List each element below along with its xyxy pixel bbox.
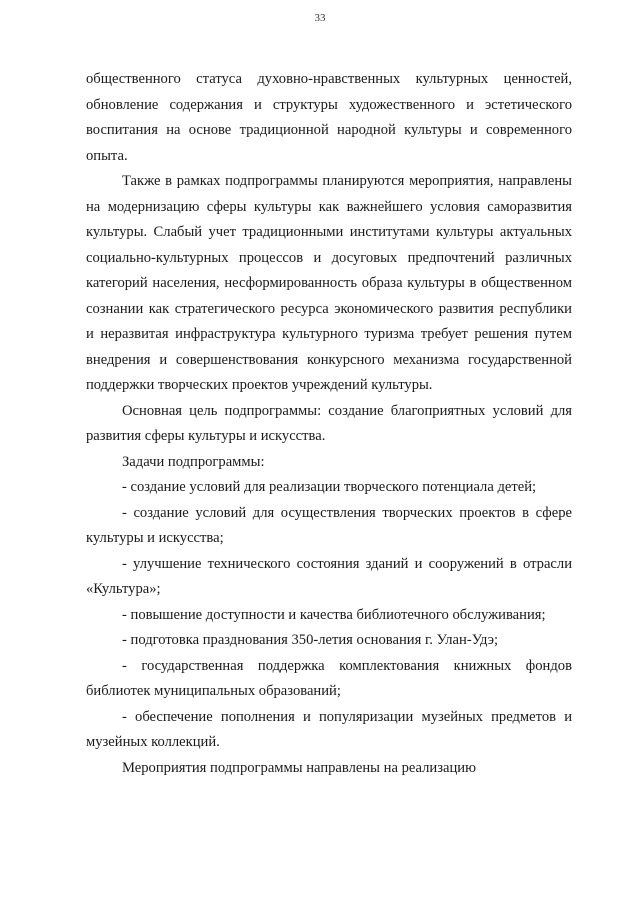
paragraph-main-goal: Основная цель подпрограммы: создание благоприятных условий для развития сферы культуры и искусства. bbox=[86, 402, 572, 444]
list-item-task: - государственная поддержка комплектования книжных фондов библиотек муниципальных образований; bbox=[86, 657, 572, 699]
list-item-task: - создание условий для реализации творческого потенциала детей; bbox=[122, 479, 537, 495]
list-item-task: - повышение доступности и качества библиотечного обслуживания; bbox=[122, 606, 546, 623]
paragraph-subprogram-measures: Также в рамках подпрограммы планируются мероприятия, направлены на модернизацию сферы культуры как важнейшего условия саморазвития культуры. Слабый учет традиционными институтами культуры актуальных социально-культурных процессов и досуговых предпочтений различных категорий населения, несформированность образа культуры в общественном сознании как стратегического ресурса экономического развития республики и неразвитая инфраструктура культурного туризма требует решения путем внедрения и совершенствования конкурсного механизма государственной поддержки творческих проектов учреждений культуры. bbox=[86, 173, 572, 393]
list-item-task: - улучшение технического состояния зданий и сооружений в отрасли «Культура»; bbox=[86, 555, 572, 597]
body-text bbox=[86, 67, 572, 781]
paragraph-continuation: общественного статуса духовно-нравственных культурных ценностей, обновление содержания и структуры художественного и эстетического воспитания на основе традиционной народной культуры и современного опыта. bbox=[86, 71, 572, 164]
list-item-task: - подготовка празднования 350-летия основания г. Улан-Удэ; bbox=[122, 632, 499, 648]
page-number: 33 bbox=[314, 12, 326, 24]
paragraph-tasks-heading: Задачи подпрограммы: bbox=[122, 453, 265, 470]
list-item-task: - обеспечение пополнения и популяризации музейных предметов и музейных коллекций. bbox=[86, 708, 572, 750]
list-item-task: - создание условий для осуществления творческих проектов в сфере культуры и искусства; bbox=[86, 504, 572, 546]
paragraph-measures-directed: Мероприятия подпрограммы направлены на реализацию bbox=[122, 759, 476, 776]
